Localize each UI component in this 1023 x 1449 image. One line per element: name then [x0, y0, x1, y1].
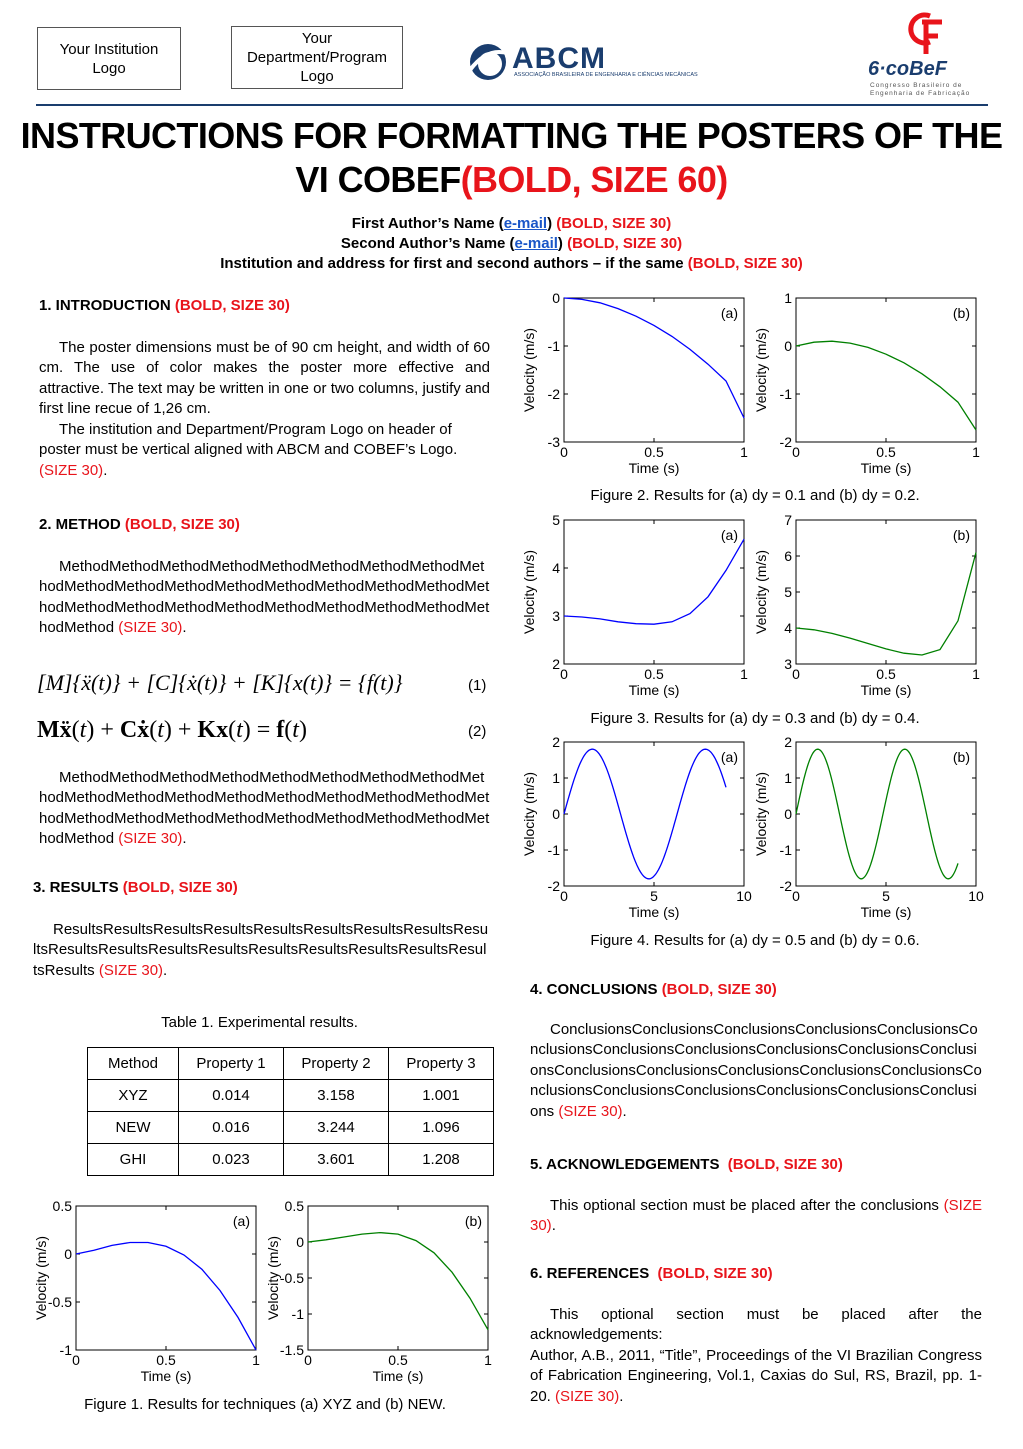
- table-cell: XYZ: [88, 1080, 179, 1112]
- y-tick-label: 3: [552, 608, 560, 624]
- cobef-emblem-icon: [900, 12, 950, 56]
- abcm-emblem-icon: [466, 40, 512, 84]
- y-tick-label: 5: [784, 584, 792, 600]
- results-heading-note: (BOLD, SIZE 30): [122, 879, 238, 896]
- institution-line: [0, 254, 1023, 274]
- x-axis-label: Time (s): [628, 904, 680, 920]
- second-author-email-link[interactable]: e-mail: [514, 235, 558, 252]
- x-tick-label: 0: [304, 1352, 312, 1368]
- panel-label: (a): [720, 527, 738, 543]
- title-line-1: INSTRUCTIONS FOR FORMATTING THE POSTERS OF THE: [20, 115, 1003, 156]
- x-axis-label: Time (s): [372, 1368, 424, 1384]
- institution-logo-placeholder: [37, 27, 181, 90]
- refs-p1-text: This optional section must be placed after the acknowledgements:: [530, 1306, 982, 1344]
- y-tick-label: -1: [291, 1306, 304, 1322]
- y-tick-label: -0.5: [279, 1270, 304, 1286]
- chart-fig4a: [518, 734, 750, 928]
- table-cell: 0.023: [179, 1144, 284, 1176]
- intro-paragraph-2: The institution and Department/Program Logo on header of poster must be vertical aligned with ABCM and COBEF’s Logo. (SIZE 30).: [39, 421, 458, 479]
- y-tick-label: -0.5: [47, 1294, 72, 1310]
- x-tick-label: 0.5: [876, 444, 896, 460]
- table-cell: 1.001: [389, 1080, 494, 1112]
- department-logo-placeholder: [231, 26, 403, 89]
- figure-3-caption: Figure 3. Results for (a) dy = 0.3 and (b) dy = 0.4.: [590, 710, 920, 727]
- intro-paragraph-1: [39, 338, 490, 420]
- ack-size-note: (SIZE 30): [530, 1197, 982, 1235]
- method-paragraph-1: MethodMethodMethodMethodMethodMethodMethodMethodMethodMethodMethodMethodMethodMethodMethodMethodMethodMethodMethodMethodMethodMethodMethodMethodMethodMethodMethodMethod (SIZE 30).: [39, 558, 490, 637]
- table-cell: 1.096: [389, 1112, 494, 1144]
- method-p2-text: MethodMethodMethodMethodMethodMethodMethodMethodMethodMethodMethodMethodMethodMethodMethodMethodMethodMethodMethodMethodMethodMethodMethodMethodMethodMethodMethodMethod: [39, 769, 490, 848]
- chart-fig2b: [750, 290, 982, 484]
- panel-label: (a): [720, 305, 738, 321]
- method-p1-text: MethodMethodMethodMethodMethodMethodMethodMethodMethodMethodMethodMethodMethodMethodMethodMethodMethodMethodMethodMethodMethodMethodMethodMethodMethodMethodMethodMethod: [39, 558, 490, 637]
- refs-size-note: (SIZE 30): [555, 1387, 620, 1405]
- x-tick-label: 1: [484, 1352, 492, 1368]
- y-tick-label: 0: [296, 1234, 304, 1250]
- table-cell: 0.014: [179, 1080, 284, 1112]
- y-tick-label: -2: [779, 434, 792, 450]
- y-axis-label: Velocity (m/s): [521, 771, 537, 857]
- y-tick-label: 6: [784, 548, 792, 564]
- plot-frame: [308, 1206, 488, 1350]
- intro-heading-text: 1. INTRODUCTION: [39, 297, 171, 314]
- second-author-name: Second Author’s Name (: [340, 235, 515, 252]
- chart-fig4b: [750, 734, 982, 928]
- panel-label: (b): [464, 1213, 482, 1229]
- results-paragraph: ResultsResultsResultsResultsResultsResultsResultsResultsResultsResultsResultsResultsResultsResultsResultsResultsResultsResultsResults (SIZE 30).: [33, 921, 489, 979]
- department-logo-text: Your Department/Program Logo: [246, 30, 388, 85]
- x-tick-label: 5: [882, 888, 890, 904]
- chart-fig1a: [30, 1198, 262, 1392]
- x-tick-label: 0: [72, 1352, 80, 1368]
- y-tick-label: 2: [552, 656, 560, 672]
- institution-text: Institution and address for first and second authors – if the same: [220, 255, 684, 272]
- x-tick-label: 1: [972, 444, 980, 460]
- conclusions-heading-text: 4. CONCLUSIONS: [530, 981, 658, 998]
- plot-frame: [76, 1206, 256, 1350]
- second-author: [0, 234, 1023, 254]
- x-tick-label: 0: [560, 888, 568, 904]
- method-heading: [39, 515, 240, 535]
- plot-frame: [564, 520, 744, 664]
- ack-heading-text: 5. ACKNOWLEDGEMENTS: [530, 1156, 720, 1173]
- panel-label: (a): [720, 749, 738, 765]
- x-axis-label: Time (s): [860, 460, 912, 476]
- y-tick-label: 4: [552, 560, 560, 576]
- results-heading-text: 3. RESULTS: [33, 879, 119, 896]
- y-tick-label: -1: [547, 338, 560, 354]
- y-tick-label: 0: [552, 290, 560, 306]
- refs-p2-text: Author, A.B., 2011, “Title”, Proceedings of the VI Brazilian Congress of Fabrication Engineering, Vol.1, Caxias do Sul, RS, Brazil, pp. 1-20.: [530, 1347, 982, 1405]
- table-header-cell: Property 1: [179, 1048, 284, 1080]
- y-tick-label: 2: [552, 734, 560, 750]
- paren: ): [557, 235, 563, 252]
- intro-p2-text: The institution and Department/Program Logo on header of poster must be vertical aligned with ABCM and COBEF’s Logo.: [39, 421, 458, 459]
- x-tick-label: 10: [736, 888, 752, 904]
- y-tick-label: -1: [59, 1342, 72, 1358]
- title-main: VI COBEF: [295, 159, 461, 200]
- y-tick-label: 0.5: [284, 1198, 304, 1214]
- x-tick-label: 1: [740, 444, 748, 460]
- refs-paragraph-1: [530, 1305, 982, 1346]
- x-tick-label: 0.5: [156, 1352, 176, 1368]
- first-author: [0, 214, 1023, 234]
- ack-paragraph: This optional section must be placed after the conclusions (SIZE 30).: [530, 1197, 982, 1235]
- y-tick-label: -2: [547, 386, 560, 402]
- paren: ): [547, 215, 553, 232]
- y-tick-label: 7: [784, 512, 792, 528]
- y-axis-label: Velocity (m/s): [753, 771, 769, 857]
- y-axis-label: Velocity (m/s): [33, 1235, 49, 1321]
- ack-p1-text: This optional section must be placed after the conclusions: [550, 1197, 939, 1214]
- intro-p1-text: The poster dimensions must be of 90 cm height, and width of 60 cm. The use of color makes the poster more effective and attractive. The text may be written in one or two columns, justify and first line recue of 1,26 cm.: [39, 339, 490, 418]
- table-header-cell: Property 2: [284, 1048, 389, 1080]
- x-tick-label: 10: [968, 888, 984, 904]
- table-header-cell: Property 3: [389, 1048, 494, 1080]
- results-size-note: (SIZE 30): [98, 961, 164, 979]
- panel-label: (b): [952, 749, 970, 765]
- plot-frame: [796, 520, 976, 664]
- table-cell: 1.208: [389, 1144, 494, 1176]
- results-heading: [33, 878, 238, 898]
- y-tick-label: -1: [779, 842, 792, 858]
- panel-label: (b): [952, 305, 970, 321]
- equation-2-number: (2): [468, 723, 487, 740]
- method-heading-note: (BOLD, SIZE 30): [124, 516, 240, 533]
- abcm-logo: [466, 40, 726, 84]
- conclusions-p1-text: ConclusionsConclusionsConclusionsConclusionsConclusionsConclusionsConclusionsConclusionsConclusionsConclusionsConclusionsConclusionsConclusionsConclusionsConclusionsConclusionsConclusionsConclusionsConclusionsConclusionsConclusionsConclusions: [530, 1021, 982, 1120]
- y-tick-label: -3: [547, 434, 560, 450]
- intro-size-note: (SIZE 30): [39, 461, 104, 479]
- refs-heading-note: (BOLD, SIZE 30): [657, 1265, 773, 1282]
- chart-fig2a: [518, 290, 750, 484]
- y-axis-label: Velocity (m/s): [265, 1235, 281, 1321]
- ack-heading-note: (BOLD, SIZE 30): [727, 1156, 843, 1173]
- plot-frame: [796, 742, 976, 886]
- institution-note: (BOLD, SIZE 30): [687, 255, 803, 272]
- method-size-note: (SIZE 30): [118, 619, 183, 637]
- table-row: [88, 1080, 494, 1112]
- ack-heading: [530, 1155, 843, 1175]
- header-divider: [36, 104, 988, 106]
- y-tick-label: 1: [784, 290, 792, 306]
- conclusions-heading: [530, 980, 777, 1000]
- plot-frame: [564, 298, 744, 442]
- y-tick-label: 0: [784, 806, 792, 822]
- x-tick-label: 0: [792, 888, 800, 904]
- x-tick-label: 0: [560, 444, 568, 460]
- conclusions-heading-note: (BOLD, SIZE 30): [661, 981, 777, 998]
- refs-heading: [530, 1264, 773, 1284]
- author-note: (BOLD, SIZE 30): [556, 215, 672, 232]
- cobef-subtitle-2: Engenharia de Fabricação: [870, 90, 971, 97]
- table-cell: 0.016: [179, 1112, 284, 1144]
- refs-paragraph-2: Author, A.B., 2011, “Title”, Proceedings of the VI Brazilian Congress of Fabrication Engineering, Vol.1, Caxias do Sul, RS, Brazil, pp. 1-20. (SIZE 30).: [530, 1347, 982, 1405]
- x-axis-label: Time (s): [140, 1368, 192, 1384]
- results-table: [87, 1047, 494, 1176]
- x-axis-label: Time (s): [628, 682, 680, 698]
- figure-4-caption: Figure 4. Results for (a) dy = 0.5 and (b) dy = 0.6.: [590, 932, 920, 949]
- y-tick-label: -1: [779, 386, 792, 402]
- x-axis-label: Time (s): [860, 904, 912, 920]
- y-axis-label: Velocity (m/s): [753, 549, 769, 635]
- y-tick-label: -2: [779, 878, 792, 894]
- table-header-row: [88, 1048, 494, 1080]
- y-tick-label: -1.5: [279, 1342, 304, 1358]
- table-cell: 3.244: [284, 1112, 389, 1144]
- x-axis-label: Time (s): [860, 682, 912, 698]
- equation-1-number: (1): [468, 677, 487, 694]
- x-tick-label: 1: [740, 666, 748, 682]
- table-cell: 3.601: [284, 1144, 389, 1176]
- first-author-name: First Author’s Name (: [351, 215, 504, 232]
- y-tick-label: 1: [784, 770, 792, 786]
- results-p1-text: ResultsResultsResultsResultsResultsResultsResultsResultsResultsResultsResultsResultsResultsResultsResultsResultsResultsResultsResults: [33, 921, 489, 979]
- x-tick-label: 0: [792, 666, 800, 682]
- table-row: [88, 1144, 494, 1176]
- y-tick-label: -2: [547, 878, 560, 894]
- table-cell: 3.158: [284, 1080, 389, 1112]
- cobef-logo: [866, 12, 984, 98]
- y-tick-label: 2: [784, 734, 792, 750]
- x-axis-label: Time (s): [628, 460, 680, 476]
- y-tick-label: -1: [547, 842, 560, 858]
- table-caption: Table 1. Experimental results.: [161, 1014, 358, 1031]
- panel-label: (a): [232, 1213, 250, 1229]
- institution-logo-text: Your Institution Logo: [59, 40, 159, 77]
- y-tick-label: 0: [552, 806, 560, 822]
- x-tick-label: 1: [972, 666, 980, 682]
- cobef-subtitle-1: Congresso Brasileiro de: [870, 82, 963, 89]
- x-tick-label: 0.5: [644, 666, 664, 682]
- y-tick-label: 0.5: [52, 1198, 72, 1214]
- x-tick-label: 0.5: [644, 444, 664, 460]
- poster-title: [0, 114, 1023, 202]
- table-cell: GHI: [88, 1144, 179, 1176]
- x-tick-label: 1: [252, 1352, 260, 1368]
- abcm-subtitle: ASSOCIAÇÃO BRASILEIRA DE ENGENHARIA E CIÊNCIAS MECÂNICAS: [514, 72, 698, 78]
- equation-2: Mẍ(t) + Cẋ(t) + Kx(t) = f(t): [37, 717, 307, 743]
- chart-fig3a: [518, 512, 750, 706]
- conclusions-size-note: (SIZE 30): [558, 1102, 623, 1120]
- author-note: (BOLD, SIZE 30): [567, 235, 683, 252]
- x-tick-label: 0.5: [876, 666, 896, 682]
- method-heading-text: 2. METHOD: [39, 516, 121, 533]
- y-axis-label: Velocity (m/s): [521, 327, 537, 413]
- table-row: [88, 1112, 494, 1144]
- first-author-email-link[interactable]: e-mail: [503, 215, 548, 232]
- authors-block: [0, 214, 1023, 274]
- title-line-2: [0, 158, 1023, 202]
- chart-fig1b: [262, 1198, 494, 1392]
- x-tick-label: 0: [792, 444, 800, 460]
- table-cell: NEW: [88, 1112, 179, 1144]
- y-tick-label: 0: [64, 1246, 72, 1262]
- equation-1: [M]{ẍ(t)} + [C]{ẋ(t)} + [K]{x(t)} = {f(t)}: [37, 670, 403, 695]
- intro-heading: [39, 296, 290, 316]
- cobef-name: 6·coBeF: [868, 58, 947, 80]
- y-tick-label: 1: [552, 770, 560, 786]
- x-tick-label: 0.5: [388, 1352, 408, 1368]
- refs-heading-text: 6. REFERENCES: [530, 1265, 650, 1282]
- y-tick-label: 0: [784, 338, 792, 354]
- y-axis-label: Velocity (m/s): [521, 549, 537, 635]
- panel-label: (b): [952, 527, 970, 543]
- y-tick-label: 4: [784, 620, 792, 636]
- x-tick-label: 0: [560, 666, 568, 682]
- conclusions-paragraph: ConclusionsConclusionsConclusionsConclusionsConclusionsConclusionsConclusionsConclusionsConclusionsConclusionsConclusionsConclusionsConclusionsConclusionsConclusionsConclusionsConclusionsConclusionsConclusionsConclusionsConclusionsConclusions (SIZE 30).: [530, 1021, 982, 1120]
- y-axis-label: Velocity (m/s): [753, 327, 769, 413]
- table-header-cell: Method: [88, 1048, 179, 1080]
- figure-1-caption: Figure 1. Results for techniques (a) XYZ and (b) NEW.: [84, 1396, 446, 1413]
- method-size-note: (SIZE 30): [118, 830, 183, 848]
- y-tick-label: 3: [784, 656, 792, 672]
- abcm-name: ABCM: [512, 42, 606, 75]
- figure-2-caption: Figure 2. Results for (a) dy = 0.1 and (b) dy = 0.2.: [590, 487, 920, 504]
- y-tick-label: 5: [552, 512, 560, 528]
- plot-frame: [796, 298, 976, 442]
- intro-heading-note: (BOLD, SIZE 30): [174, 297, 290, 314]
- chart-fig3b: [750, 512, 982, 706]
- x-tick-label: 5: [650, 888, 658, 904]
- title-note: (BOLD, SIZE 60): [460, 159, 728, 200]
- method-paragraph-2: MethodMethodMethodMethodMethodMethodMethodMethodMethodMethodMethodMethodMethodMethodMethodMethodMethodMethodMethodMethodMethodMethodMethodMethodMethodMethodMethodMethod (SIZE 30).: [39, 769, 490, 848]
